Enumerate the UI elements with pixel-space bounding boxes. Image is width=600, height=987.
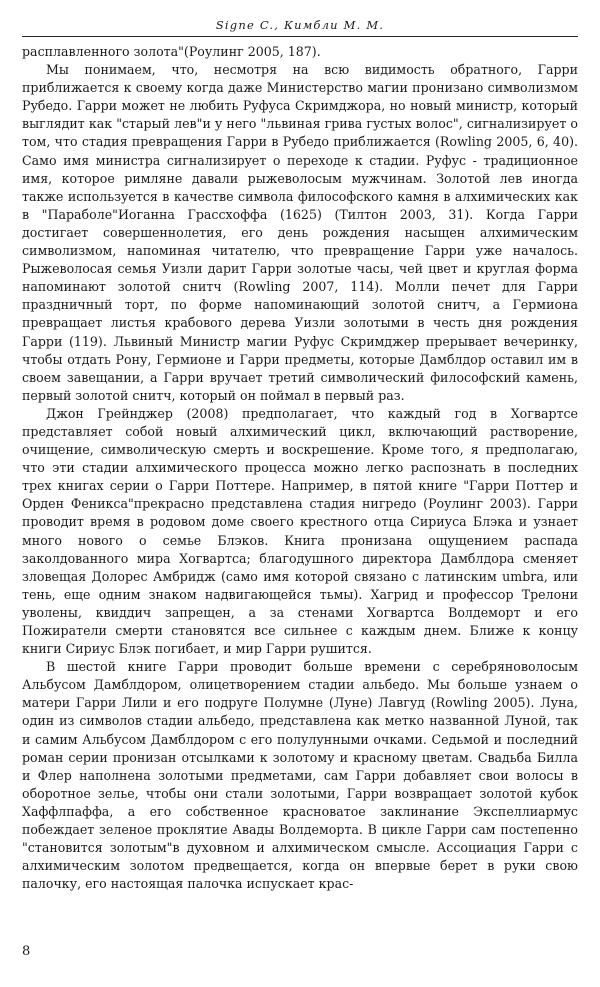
body-text <box>22 43 578 893</box>
paragraph-continuation: расплавленного золота"(Роулинг 2005, 187). <box>22 44 321 59</box>
paragraph-granger-cycle: Джон Грейнджер (2008) предполагает, что каждый год в Хогвартсе представляет собой новый алхимический цикл, включающий растворение, очищение, символическую смерть и воскрешение. Кроме того, я предполагаю, что эти стадии алхимического процесса можно легко распознать в последних трех книгах серии о Гарри Поттере. Например, в пятой книге "Гарри Поттер и Орден Феникса"прекрасно представлена стадия нигредо (Роулинг 2003). Гарри проводит время в родовом доме своего крестного отца Сириуса Блэка и узнает много нового о семье Блэков. Книга пронизана ощущением распада заколдованного мира Хогвартса; благодушного директора Дамблдора сменяет зловещая Долорес Амбридж (само имя которой связано с латинским umbra, или тень, еще одним знаком надвигающейся тьмы). Хагрид и профессор Трелони уволены, квиддич запрещен, а за стенами Хогвартса Волдеморт и его Пожиратели смерти становятся все сильнее с каждым днем. Ближе к концу книги Сириус Блэк погибает, и мир Гарри рушится. <box>22 405 578 657</box>
paragraph-rubedo: Мы понимаем, что, несмотря на всю видимость обратного, Гарри приближается к своему когда даже Министерство магии пронизано символизмом Рубедо. Гарри может не любить Руфуса Скримджора, но новый министр, который выглядит как "старый лев"и у него "львиная грива густых волос", сигнализирует о том, что стадия превращения Гарри в Рубедо приближается (Rowling 2005, 6, 40). Само имя министра сигнализирует о переходе к стадии. Руфус - традиционное имя, которое римляне давали рыжеволосым мужчинам. Золотой лев иногда также используется в качестве символа философского камня в алхимических как в "Параболе"Иоганна Грассхоффа (1625) (Тилтон 2003, 31). Когда Гарри достигает совершеннолетия, его день рождения насыщен алхимическим символизмом, напоминая читателю, что превращение Гарри уже началось. Рыжеволосая семья Уизли дарит Гарри золотые часы, чей цвет и круглая форма напоминают золотой снитч (Rowling 2007, 114). Молли печет для Гарри праздничный торт, по форме напоминающий золотой снитч, а Гермиона превращает листья крабового дерева Уизли золотыми в честь дня рождения Гарри (119). Львиный Министр магии Руфус Скримджер прерывает вечеринку, чтобы отдать Рону, Гермионе и Гарри предметы, которые Дамблдор оставил им в своем завещании, а Гарри вручает третий символический философский камень, первый золотой снитч, который он поймал в первый раз. <box>22 62 578 403</box>
paragraph-albedo: В шестой книге Гарри проводит больше времени с серебряноволосым Альбусом Дамблдором, олицетворением стадии альбедо. Мы больше узнаем о матери Гарри Лили и его подруге Полумне (Луне) Лавгуд (Rowling 2005). Луна, один из символов стадии альбедо, представлена как метко названной Луной, так и самим Альбусом Дамблдором с его полулунными очками. Седьмой и последний роман серии пронизан отсылками к золотому и красному цветам. Свадьба Билла и Флер наполнена золотыми предметами, сам Гарри добавляет свои волосы в оборотное зелье, чтобы они стали золотыми, Гарри возвращает золотой кубок Хаффлпаффа, а его собственное красноватое заклинание Экспеллиармус побеждает зеленое проклятие Авады Волдеморта. В цикле Гарри сам постепенно "становится золотым"в духовном и алхимическом смысле. Ассоциация Гарри с алхимическим золотом предвещается, когда он впервые берет в руки свою палочку, его настоящая палочка испускает крас- <box>22 659 578 892</box>
running-header: Signe C., Кимбли М. М. <box>22 18 578 37</box>
page-number: 8 <box>22 944 31 959</box>
page <box>22 18 578 893</box>
